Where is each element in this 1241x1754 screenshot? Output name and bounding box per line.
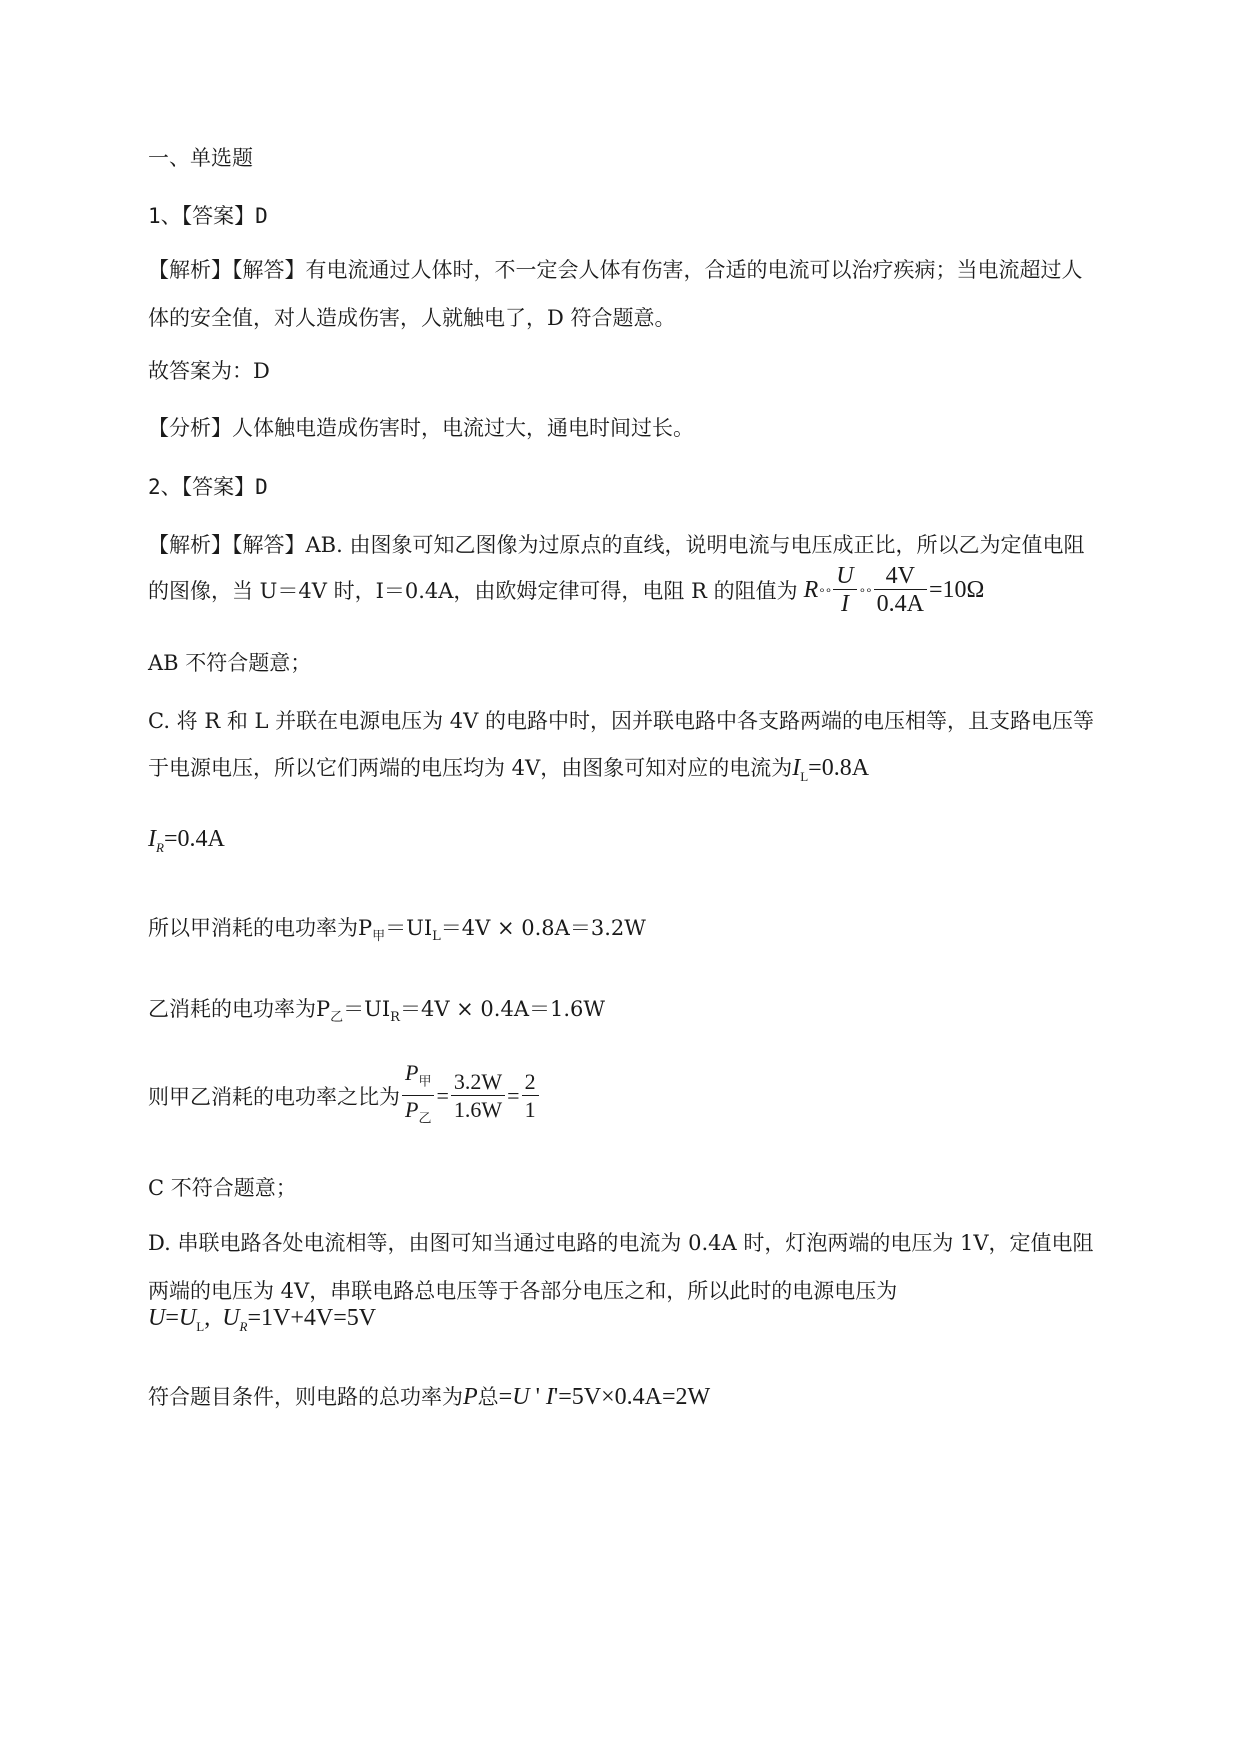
q2-d-line2: 两端的电压为 4V，串联电路总电压等于各部分电压之和，所以此时的电源电压为 (148, 1279, 898, 1303)
q2-d-paragraph (148, 1219, 1148, 1315)
p-symbol: P (463, 1384, 478, 1410)
formula-sub-r: R (156, 839, 164, 855)
power-yi-line (148, 993, 605, 1025)
formula-approx-symbol: ∘∘ (818, 582, 832, 597)
equals-sign: = (498, 1384, 513, 1410)
power-ratio-line (148, 1060, 541, 1132)
section-title: 一、单选题 (148, 146, 253, 170)
power-yi-rest: ＝4V × 0.4A＝1.6W (399, 997, 605, 1021)
u-total-rest: =1V+4V=5V (247, 1305, 377, 1331)
fraction-denominator: I (840, 590, 849, 617)
power-yi-mid: ＝UI (343, 997, 391, 1021)
formula-result: =10Ω (929, 576, 985, 603)
u-symbol: U (222, 1305, 240, 1331)
fraction-denominator: 1 (524, 1096, 536, 1122)
sub-l: L (196, 1318, 205, 1334)
equals-sign: = (165, 1305, 179, 1331)
p-symbol: P (405, 1096, 419, 1122)
formula-r-symbol: R (803, 576, 819, 603)
i-symbol: I (545, 1384, 554, 1410)
fraction-denominator: 0.4A (876, 590, 925, 617)
fraction-numerator: 4V (874, 563, 927, 590)
u-symbol: U (512, 1384, 530, 1410)
total-power-rest: =5V×0.4A=2W (558, 1384, 711, 1410)
q2-d-line1: D. 串联电路各处电流相等，由图可知当通过电路的电流为 0.4A 时，灯泡两端的电压为 1V，定值电阻 (148, 1231, 1094, 1255)
q1-fenxi: 【分析】人体触电造成伤害时，电流过大，通电时间过长。 (148, 416, 694, 440)
fraction-u-over-i (833, 563, 856, 618)
power-jia-line (148, 912, 646, 944)
p-symbol: P (405, 1060, 419, 1086)
fraction-numerator: 2 (522, 1069, 539, 1096)
sub-jia: 甲 (418, 1073, 432, 1089)
q2-ab-line1: 【解析】【解答】AB. 由图象可知乙图像为过原点的直线，说明电流与电压成正比，所以乙为定值电阻 (148, 533, 1085, 557)
formula-approx-symbol-2: ∘∘ (858, 582, 872, 597)
formula-ir (148, 826, 225, 856)
power-jia-sub-l: L (432, 929, 441, 945)
power-ratio-text: 则甲乙消耗的电功率之比为 (148, 1085, 400, 1109)
fraction-numerator: 3.2W (451, 1069, 505, 1096)
formula-ir-value: =0.4A (163, 826, 225, 852)
power-yi-sub: 乙 (330, 1010, 344, 1026)
q2-c-line2-text: 于电源电压，所以它们两端的电压均为 4V，由图象可知对应的电流为 (148, 756, 793, 780)
formula-total-power (463, 1381, 710, 1411)
q2-c-line1: C. 将 R 和 L 并联在电源电压为 4V 的电路中时，因并联电路中各支路两端的电压相等，且支路电压等 (148, 709, 1095, 733)
power-yi-text: 乙消耗的电功率为P (148, 997, 331, 1021)
separator: , (204, 1305, 223, 1331)
q1-analysis-line2: 体的安全值，对人造成伤害，人就触电了，D 符合题意。 (148, 306, 676, 330)
formula-i-symbol: I (792, 755, 801, 781)
equals-sign: = (507, 1083, 520, 1108)
formula-sub-l: L (800, 768, 809, 784)
prime-mark-2: ' (553, 1384, 559, 1410)
q1-analysis (148, 246, 1148, 342)
q1-final-answer: 故答案为：D (148, 359, 270, 383)
fraction-4v-over-04a (874, 563, 927, 618)
q2-answer: 2、【答案】D (148, 475, 268, 499)
q2-ab-line2 (148, 560, 984, 620)
u-symbol: U (148, 1305, 166, 1331)
total-power-line (148, 1381, 710, 1411)
fraction-watts (451, 1069, 505, 1124)
sub-yi: 乙 (418, 1109, 432, 1125)
power-jia-rest: ＝4V × 0.8A＝3.2W (440, 916, 646, 940)
fraction-denominator (402, 1096, 434, 1132)
power-jia-sub: 甲 (372, 929, 386, 945)
u-symbol: U (178, 1305, 197, 1331)
zong-char: 总 (477, 1385, 499, 1409)
formula-u-total (148, 1305, 376, 1335)
formula-il (792, 755, 869, 785)
sub-r: R (239, 1318, 248, 1334)
q2-c-conclusion: C 不符合题意； (148, 1176, 297, 1200)
formula-ratio (400, 1060, 541, 1132)
total-power-text: 符合题目条件，则电路的总功率为 (148, 1385, 463, 1409)
power-jia-mid: ＝UI (385, 916, 433, 940)
q2-ab-conclusion: AB 不符合题意； (148, 651, 312, 675)
formula-resistance (804, 563, 985, 618)
fraction-denominator: 1.6W (453, 1096, 503, 1122)
q2-c-line2 (148, 752, 869, 785)
equals-sign: = (436, 1083, 449, 1108)
fraction-p-ratio (402, 1060, 434, 1132)
prime-mark: ' (529, 1384, 546, 1410)
q1-analysis-line1: 【解析】【解答】有电流通过人体时，不一定会人体有伤害，合适的电流可以治疗疾病；当电流超过人 (148, 258, 1083, 282)
power-yi-sub-r: R (390, 1010, 400, 1026)
fraction-numerator: U (833, 563, 856, 590)
fraction-two-over-one (522, 1069, 539, 1124)
q2-ab-line2-text: 的图像，当 U＝4V 时，I＝0.4A，由欧姆定律可得，电阻 R 的阻值为 (148, 579, 798, 603)
q1-answer: 1、【答案】D (148, 204, 268, 228)
formula-i-symbol: I (148, 826, 156, 852)
power-jia-text: 所以甲消耗的电功率为P (148, 916, 373, 940)
fraction-numerator (402, 1060, 434, 1095)
formula-il-value: =0.8A (808, 755, 870, 781)
